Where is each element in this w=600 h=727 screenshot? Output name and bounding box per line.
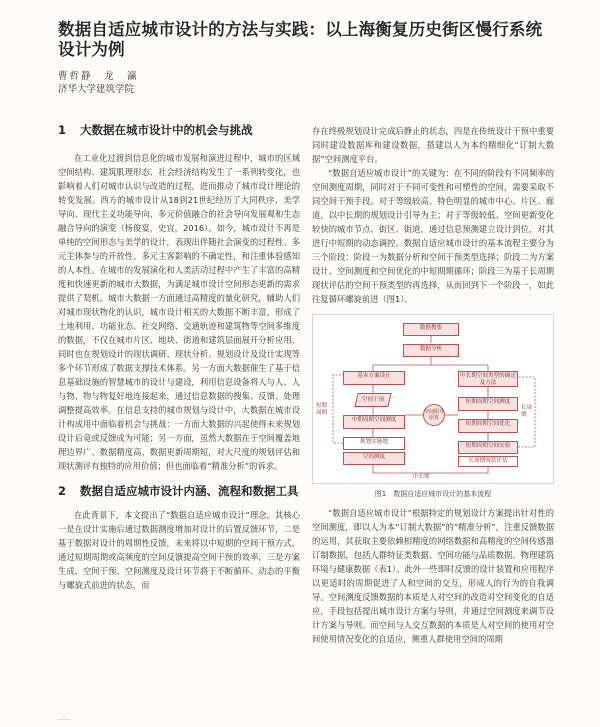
authors: 曹哲静 龙 瀛	[58, 71, 139, 82]
box-basic-design: 基本方案设计	[343, 371, 405, 385]
section-2-title: 数据自适应城市设计内涵、流程和数据工具	[80, 484, 299, 498]
box-short-cycle-optimize: 短期周期空间优化	[458, 419, 518, 433]
right-column	[312, 124, 554, 646]
label-mid-long: 中长期	[413, 474, 430, 480]
footnote: ……	[58, 715, 70, 722]
box-spatial-measure: 空间测度	[343, 452, 405, 465]
diamond-spatial-intervention-label: 空间干预	[361, 397, 384, 403]
section-2-heading	[58, 483, 300, 500]
figure-caption: 图1 数据自适应城市设计的基本流程	[374, 490, 492, 498]
section-1-number: 1	[58, 123, 67, 137]
label-short-cycle: 短期周期	[316, 403, 328, 416]
flow-diagram-figure	[312, 314, 554, 484]
left-column	[58, 122, 300, 592]
box-data-collection: 数据搜集	[403, 323, 459, 336]
label-long-cycle: 长周期	[521, 405, 533, 418]
box-long-cycle-evaluation: 长周期现状评估	[458, 456, 518, 467]
paper-title: 数据自适应城市设计的方法与实践：以上海衡复历史街区慢行系统设计为例	[58, 20, 543, 59]
section-1-title: 大数据在城市设计中的机会与挑战	[80, 123, 253, 137]
diamond-spatial-intervention	[354, 393, 391, 407]
box-short-cycle-measure: 短期周期空间测度	[458, 397, 518, 411]
right-paragraph-2: “数据自适应城市设计”的关键为：在不同的阶段有不同频率的空间测度周期，同时对于不同可变性和可塑性的空间，需要采取不同空间干预手段。对于等级较高、特色明显的城市中心、片区、廊道，以中长期的规划设计引导为主；对于等级较低、空间更新变化较快的城市节点、街区、街道，通过信息预测建立设计到位，对其进行中短期的动态调控。数据自适应城市设计的基本流程主要分为三个阶段：阶段一为数据分析和空间干预类型选择；阶段二为方案设计、空间测度和空间优化的中短期期循环；阶段三为基于长周期现状评估的空间干预类型的再选择，从而回到下一个阶段一，如此往复循环螺旋前进（图1）。	[312, 168, 554, 304]
affiliation: 济华大学建筑学院	[58, 84, 135, 95]
box-mid-cycle-measure: 中期周期空间测度	[343, 415, 405, 429]
section-2-number: 2	[58, 484, 67, 498]
right-paragraph-1: 存在终极规划设计完成后静止的状态，四是在传统设计干预中重要同时建设数据库和建设数据，搭建以人为本约精细化“订制大数据”空间测度平台。	[312, 126, 554, 164]
box-data-analysis: 数据分析	[403, 344, 459, 357]
section-1-paragraph: 在工业化过渡到信息化的城市发展和演进过程中，城市的区域空间结构、建筑肌理形态、社会经济结构发生了一系列转变化，也影响着人们对城市认识与改造的过程，进而推动了城市设计理论的转变发展。西方的城市设计从18到21世纪经历了大同秩序、美学导向、现代主义功能导向、多元价值融合的社会导向发展观和生态融合导向的演变（杨俊宴，史宜，2016）。如今，城市设计不再是单纯的空间形态与美学的设计，表现出伴随社会演变的过程性、多元主体参与的开放性、多元主客影响的不确定性，和注重体验感知的人本性。在城市的发展演化和人类活动过程中产生了丰富的高精度和快速更新的城市大数据，为满足城市设计空间形态更新的需求提供了契机。城市大数据一方面通过高精度的量化研究，辅助人们对城市现状物化的认识，城市设计相关的大数据不断丰富，形成了土地利用、功能业态、社交网络、交通轨迹和建筑物等空间多维度的数据，不仅在城市片区、地块、街道和建筑层面展开分析应用，同时也在规划设计的现状调研、现状分析、规划设计及设计实现等多个环节形成了数据支撑技术体系。另一方面大数据催生了基于信息基础设施的智慧城市的设计与建设，利用信息设备将人与人、人与物、物与物复好地连接起来，通过信息数据的搜集、反馈、处理调整提高效率。在信息支持的城市规划与设计中，大数据在城市设计构成用中面临着机会与挑战：一方面大数据的兴起使得未来规划设计后竟或反馈成为可能；另一方面，虽然大数据在于空间覆盖地理边界广、数据精度高、数据更新周期短，对大尺度的规划评估和现状测评有独特的应用价值；但也面临着“精准分析”的诉求。	[58, 153, 300, 471]
box-planning-site: 规划实施地	[343, 437, 405, 450]
section-2-paragraph: 在此背景下，本文提出了“数据自适应城市设计”理念。其核心一是在设计实施后通过数据测度增加对设计的后置反馈环节，二是基于数据对设计的周期性反馈，未来将以中短期的空间干预方式，通过短期周期或高频度的空间反馈提高空间干预的效率，三是方案生成、空间干预、空间测度及设计环节将于不断循环、动态的平衡与螺旋式前进的状态，而	[58, 510, 300, 590]
right-paragraph-3: “数据自适应城市设计”根据特定的规划设计方案提出针对性的空间测度，即以人为本“订制大数据”的“精准分析”，注重反馈数据的运用，其获取主要依赖相精度的网络数据和高精度的空间传感器订制数据，包括人群特征类数据、空间功能与品质数据、物理建筑环境与健康数据（表1）。此外一些即时反馈的设计装置和应用程序以更适时的周期促进了人和空间的交互，形成人的行为的自我调导。空间测度反馈数据的本质是人对空间的改造对空间变化的自适应，手段包括提出城市设计方案与导则，并通过空间测度来调节设计方案与导则。而空间与人交互数据的本质是人对空间的使用对空间使用情况变化的自适应，侧重人群使用空间的周期	[312, 508, 554, 644]
box-short-cycle-experiment: 短期周期空间实验	[458, 441, 518, 454]
section-1-heading	[58, 122, 300, 139]
box-type-determination: 中长期空间类型的确定及方法	[458, 371, 518, 387]
circle-spatial-guidance: 空间阻导 原发	[423, 404, 445, 426]
